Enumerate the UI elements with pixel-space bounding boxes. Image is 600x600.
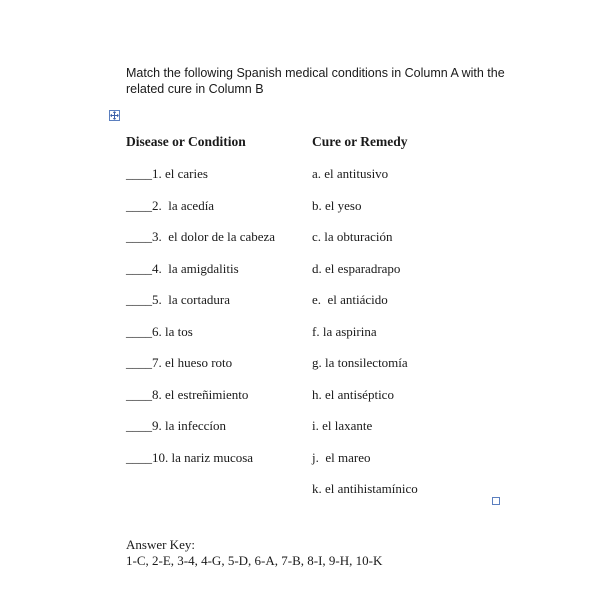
column-a-item: ____5. la cortadura <box>126 292 230 307</box>
column-a-item: ____3. el dolor de la cabeza <box>126 229 276 244</box>
column-b-header: Cure or Remedy <box>312 134 408 149</box>
column-b-item: i. el laxante <box>312 418 373 433</box>
column-a-item: ____10. la nariz mucosa <box>126 450 254 465</box>
column-b-item: e. el antiácido <box>312 292 388 307</box>
column-b-item: j. el mareo <box>312 450 371 465</box>
column-b-item: b. el yeso <box>312 198 362 213</box>
column-a-item: ____4. la amigdalitis <box>126 261 239 276</box>
instructions-text: Match the following Spanish medical conditions in Column A with the related cure in Column B <box>126 66 505 96</box>
column-a-item: ____9. la infeccíon <box>126 418 226 433</box>
column-a-item: ____1. el caries <box>126 166 208 181</box>
column-a-item: ____7. el hueso roto <box>126 355 233 370</box>
column-b-item: a. el antitusivo <box>312 166 389 181</box>
column-a-item: ____6. la tos <box>126 324 193 339</box>
column-b-item: k. el antihistamínico <box>312 481 418 496</box>
column-b-item: g. la tonsilectomía <box>312 355 408 370</box>
column-a-item: ____8. el estreñimiento <box>126 387 249 402</box>
column-b-item: f. la aspirina <box>312 324 377 339</box>
column-b-item: h. el antiséptico <box>312 387 394 402</box>
column-b-item: c. la obturación <box>312 229 393 244</box>
answer-key-title: Answer Key: <box>126 537 195 552</box>
table-resize-handle[interactable] <box>492 497 500 505</box>
column-b-item: d. el esparadrapo <box>312 261 401 276</box>
column-a-item: ____2. la acedía <box>126 198 215 213</box>
table-move-handle-icon[interactable] <box>109 110 120 121</box>
column-a-header: Disease or Condition <box>126 134 246 149</box>
answer-key-text: 1-C, 2-E, 3-4, 4-G, 5-D, 6-A, 7-B, 8-I, 9-H, 10-K <box>126 553 383 568</box>
